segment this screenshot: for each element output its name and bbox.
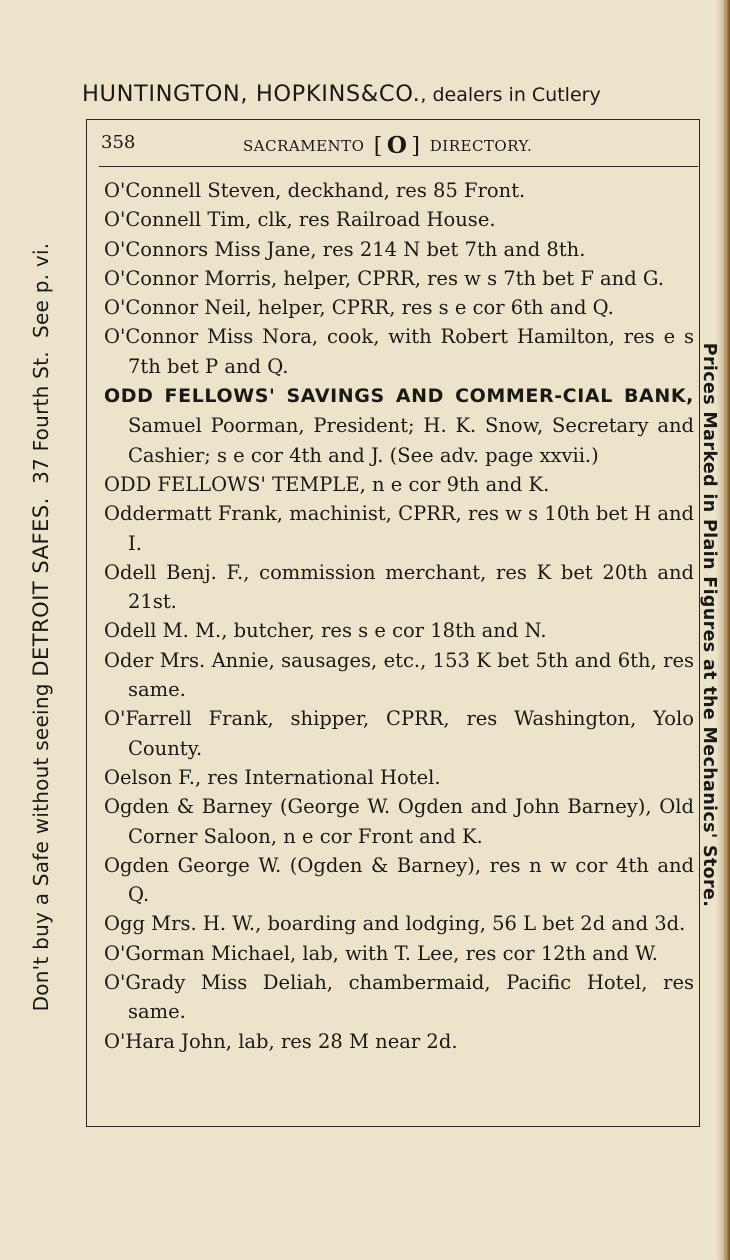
directory-entry [104,470,694,499]
directory-entry [104,264,694,293]
bracket-close: ] [411,134,421,159]
directory-entry [104,704,694,763]
entry-text: O'Connors Miss Jane, res 214 N bet 7th and 8th. [104,237,586,261]
entry-text: Odell M. M., butcher, res s e cor 18th and N. [104,619,547,643]
entry-text: O'Connor Neil, helper, CPRR, res s e cor 6th and Q. [104,296,614,320]
directory-entry [104,646,694,705]
directory-entry [104,909,694,938]
entry-text: Oddermatt Frank, machinist, CPRR, res w s 10th bet H and I. [104,502,694,555]
left-advertisement-caps: DETROIT SAFES. [29,497,53,677]
directory-entry [104,205,694,234]
entry-text: O'Hara John, lab, res 28 M near 2d. [104,1029,458,1053]
entry-text: O'Connor Morris, helper, CPRR, res w s 7th bet F and G. [104,266,665,290]
entry-text: O'Connor Miss Nora, cook, with Robert Hamilton, res e s 7th bet P and Q. [104,325,694,378]
header-rule [99,166,698,167]
directory-entry [104,939,694,968]
directory-entry [104,792,694,851]
page-header [101,128,695,162]
right-advertisement-text: Prices Marked in Plain Figures at the Mechanics' Store. [699,342,719,908]
entry-text: O'Grady Miss Deliah, chambermaid, Pacific Hotel, res same. [104,971,694,1024]
directory-entry [104,968,694,1027]
left-advertisement [21,160,61,1095]
entry-text: O'Connell Tim, clk, res Railroad House. [104,208,496,232]
directory-entry [104,293,694,322]
directory-entry [104,499,694,558]
entry-text: Ogden George W. (Ogden & Barney), res n w cor 4th and Q. [104,853,694,907]
section-letter: O [386,132,408,159]
entry-text: Oelson F., res International Hotel. [104,765,441,789]
entry-text: O'Connell Steven, deckhand, res 85 Front. [104,179,526,202]
left-advertisement-pre: Don't buy a Safe without seeing [29,676,53,1012]
directory-entry [104,616,694,645]
entry-text: Ogg Mrs. H. W., boarding and lodging, 56 L bet 2d and 3d. [104,912,686,936]
entry-bold-name: ODD FELLOWS' SAVINGS AND COMMER-CIAL BANK, [104,385,694,408]
directory-entry [104,1027,694,1056]
running-title [243,132,532,159]
left-advertisement-post: 37 Fourth St. See p. vi. [29,242,53,498]
top-advertisement-main: HUNTINGTON, HOPKINS&CO. [82,81,421,107]
entry-text: ODD FELLOWS' TEMPLE, n e cor 9th and K. [104,472,550,496]
page-number: 358 [101,132,136,153]
bracket-open: [ [373,134,383,159]
entry-text: Ogden & Barney (George W. Ogden and John Barney), Old Corner Saloon, n e cor Front and K. [104,795,694,848]
top-advertisement-tail: , dealers in Cutlery [420,84,601,106]
directory-entry [104,763,694,792]
directory-entry [104,851,694,910]
entry-text: Oder Mrs. Annie, sausages, etc., 153 K bet 5th and 6th, res same. [104,648,694,702]
directory-entry [104,235,694,264]
directory-entry [104,558,694,617]
entry-text: Samuel Poorman, President; H. K. Snow, Secretary and Cashier; s e cor 4th and J. (See adv. page xxvii.) [128,414,694,467]
directory-entry [104,381,694,470]
directory-entries [104,176,694,1056]
running-title-right: DIRECTORY. [429,137,533,155]
directory-entry [104,176,694,205]
entry-text: Odell Benj. F., commission merchant, res K bet 20th and 21st. [104,560,694,614]
top-advertisement [82,74,712,114]
directory-entry [104,322,694,381]
entry-text: O'Gorman Michael, lab, with T. Lee, res cor 12th and W. [104,941,658,965]
entry-text: O'Farrell Frank, shipper, CPRR, res Washington, Yolo County. [104,707,694,760]
running-title-left: SACRAMENTO [243,137,365,155]
